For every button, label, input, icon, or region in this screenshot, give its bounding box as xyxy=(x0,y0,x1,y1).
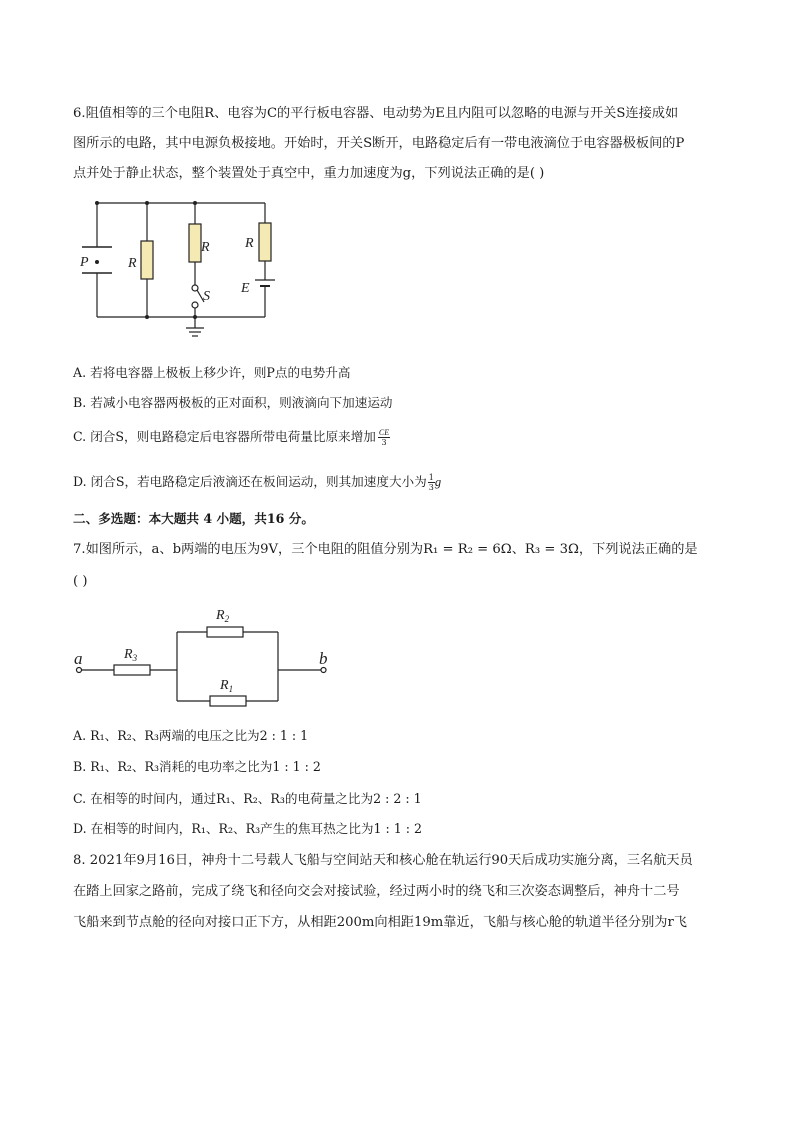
q7-option-b: B. R₁、R₂、R₃消耗的电功率之比为1 : 1 : 2 xyxy=(73,759,321,774)
q8-line-2: 在踏上回家之路前，完成了绕飞和径向交会对接试验，经过两小时的绕飞和三次姿态调整后，神舟十二号 xyxy=(73,884,680,899)
q6-option-d-text: D. 闭合S，若电路稳定后液滴还在板间运动，则其加速度大小为 xyxy=(73,474,427,489)
q8-line-3: 飞船来到节点舱的径向对接口正下方，从相距200m向相距19m靠近，飞船与核心舱的轨道半径分别为r飞 xyxy=(73,915,687,930)
r2-label-sub: 2 xyxy=(224,614,230,624)
terminal-a-label: a xyxy=(74,649,83,668)
q6-line-3: 点并处于静止状态，整个装置处于真空中，重力加速度为g，下列说法正确的是( ) xyxy=(73,166,545,181)
r2-label-letter: R xyxy=(216,608,225,623)
q6-option-d-tail: g xyxy=(434,475,442,489)
r2-label xyxy=(215,608,230,624)
r1-label-sub: 1 xyxy=(228,684,234,694)
capacitor-label-p: P xyxy=(80,255,89,270)
q6-option-c-fraction xyxy=(378,428,390,447)
q7-line-2: ( ) xyxy=(73,574,88,589)
q7-option-d: D. 在相等的时间内，R₁、R₂、R₃产生的焦耳热之比为1 : 1 : 2 xyxy=(73,821,423,836)
q7-option-c: C. 在相等的时间内，通过R₁、R₂、R₃的电荷量之比为2 : 2 : 1 xyxy=(73,791,422,806)
resistor-1-label: R xyxy=(128,256,137,271)
switch-label: S xyxy=(203,289,210,304)
q7-circuit-diagram xyxy=(70,600,340,715)
terminal-b-label: b xyxy=(319,649,328,668)
source-label: E xyxy=(241,281,250,296)
q6-line-2: 图所示的电路，其中电源负极接地。开始时，开关S断开，电路稳定后有一带电液滴位于电容器极板间的P xyxy=(73,136,685,151)
q6-option-d-fraction xyxy=(428,473,435,492)
r1-label xyxy=(219,678,233,694)
r3-label-letter: R xyxy=(124,647,133,662)
q6-option-b: B. 若减小电容器两极板的正对面积，则液滴向下加速运动 xyxy=(73,395,393,410)
q6-option-c-denominator: 3 xyxy=(381,438,387,447)
q6-option-d-numerator: 1 xyxy=(428,473,434,482)
q6-option-c-text: C. 闭合S，则电路稳定后电容器所带电荷量比原来增加 xyxy=(73,429,376,444)
r3-label-sub: 3 xyxy=(132,653,138,663)
q7-line-1: 7.如图所示，a、b两端的电压为9V，三个电阻的阻值分别为R₁ = R₂ = 6Ω、R₃ = 3Ω，下列说法正确的是 xyxy=(73,542,698,557)
q6-option-a: A. 若将电容器上极板上移少许，则P点的电势升高 xyxy=(73,365,351,380)
r3-label xyxy=(123,647,138,663)
resistor-2-label: R xyxy=(201,240,210,255)
r1-label-letter: R xyxy=(220,678,229,693)
q7-option-a: A. R₁、R₂、R₃两端的电压之比为2 : 1 : 1 xyxy=(73,728,309,743)
q6-circuit-diagram xyxy=(70,195,290,345)
section-heading: 二、多选题：本大题共 4 小题，共16 分。 xyxy=(73,511,314,526)
q6-option-d xyxy=(73,472,441,492)
q6-line-1: 6.阻值相等的三个电阻R、电容为C的平行板电容器、电动势为E且内阻可以忽略的电源与开关S连接成如 xyxy=(73,106,679,121)
q6-option-c xyxy=(73,427,390,447)
q8-line-1: 8. 2021年9月16日，神舟十二号载人飞船与空间站天和核心舱在轨运行90天后成功实施分离，三名航天员 xyxy=(73,853,693,868)
q6-option-d-denominator: 3 xyxy=(428,483,434,492)
resistor-3-label: R xyxy=(245,236,254,251)
q6-option-c-numerator: CE xyxy=(378,428,390,437)
